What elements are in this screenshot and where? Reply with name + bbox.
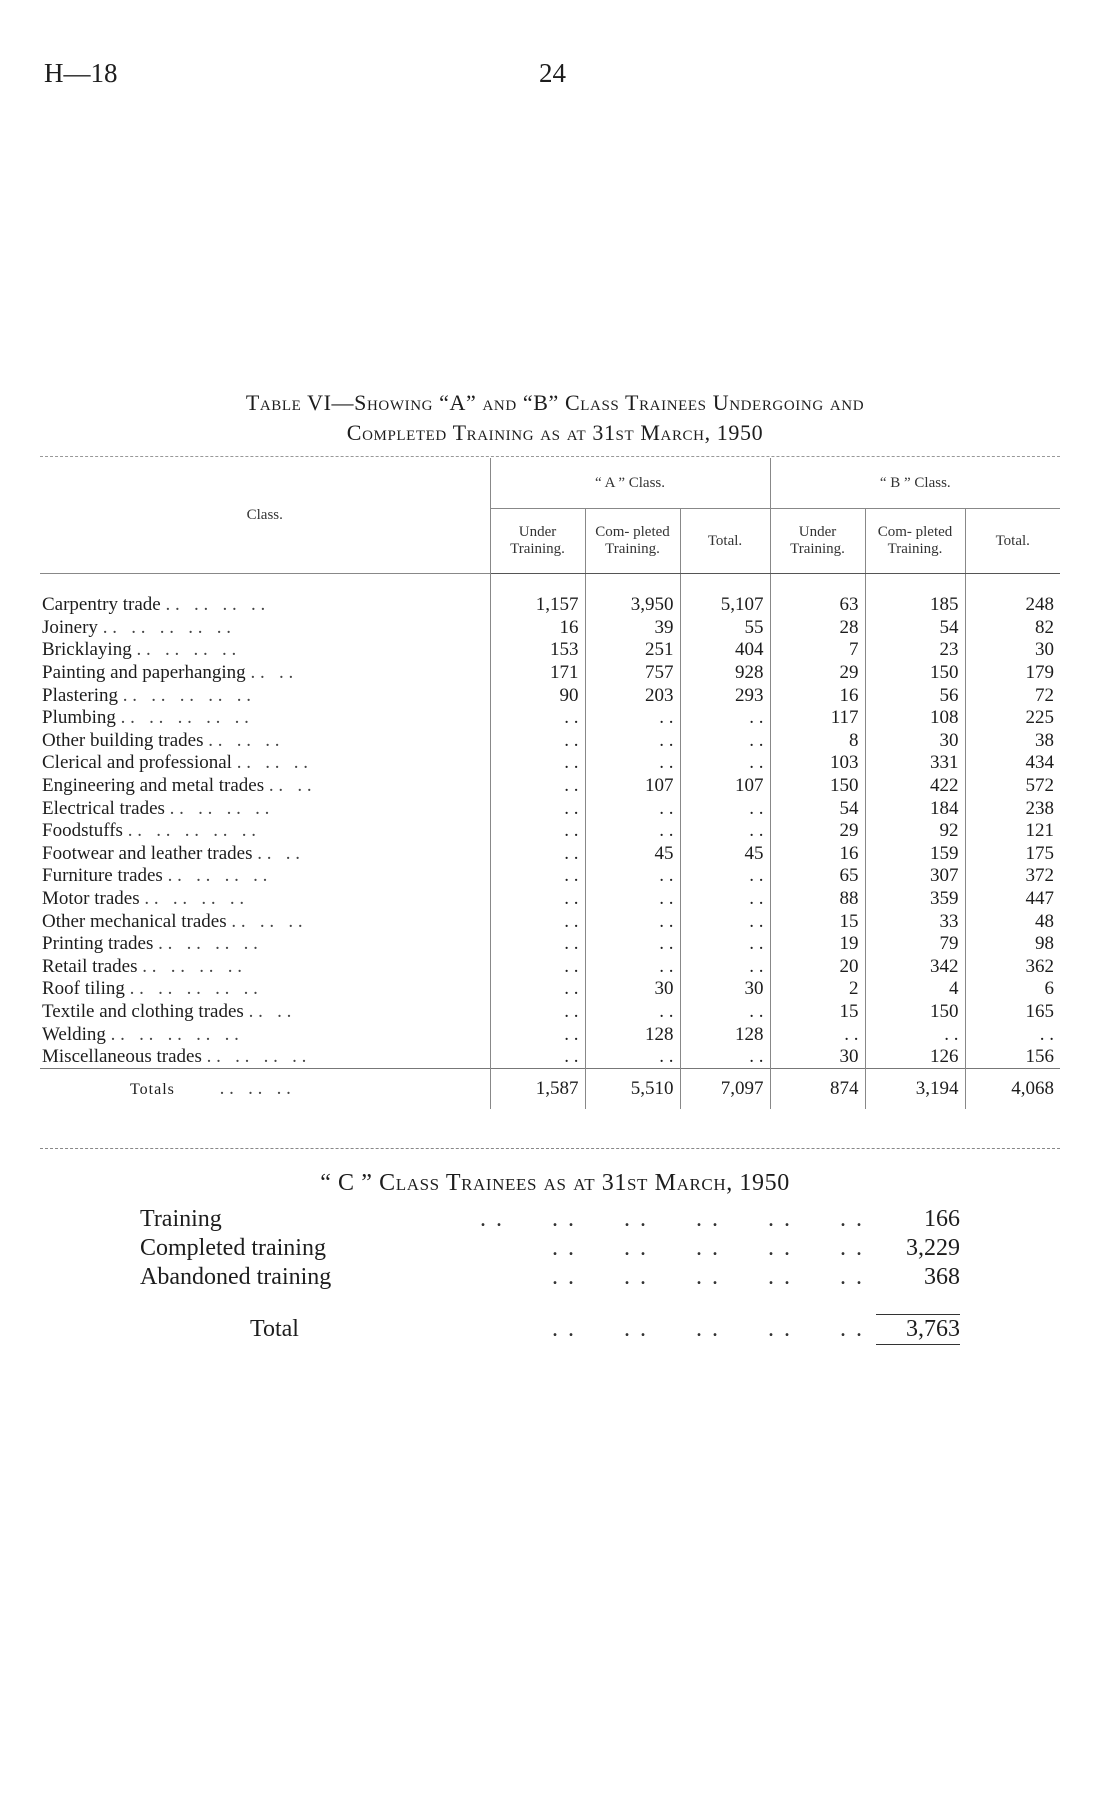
row-class-cell xyxy=(40,617,490,640)
row-class-label: Footwear and leather trades xyxy=(42,842,253,864)
cell-a-under: . . xyxy=(490,1001,585,1024)
cell-b-comp: 23 xyxy=(865,639,965,662)
row-class-cell xyxy=(40,910,490,933)
cell-a-total: . . xyxy=(680,820,770,843)
row-class-cell xyxy=(40,684,490,707)
b-completed-training-header: Com- pleted Training. xyxy=(865,509,965,574)
table-row xyxy=(40,865,1060,888)
totals-label-cell xyxy=(40,1069,490,1110)
row-class-cell xyxy=(40,662,490,685)
cell-b-total: 165 xyxy=(965,1001,1060,1024)
c-row-label: Training xyxy=(140,1206,222,1232)
c-row-value: 3,229 xyxy=(906,1235,960,1261)
cell-a-total: 128 xyxy=(680,1023,770,1046)
cell-a-total: . . xyxy=(680,888,770,911)
row-class-label: Retail trades xyxy=(42,955,138,977)
b-class-group-header: “ B ” Class. xyxy=(770,458,1060,509)
table-row xyxy=(40,797,1060,820)
c-total-value: 3,763 xyxy=(876,1315,960,1345)
row-class-label: Printing trades xyxy=(42,933,154,955)
trainees-table xyxy=(40,458,1060,1109)
row-class-cell xyxy=(40,1023,490,1046)
row-class-label: Carpentry trade xyxy=(42,594,161,616)
cell-b-under: 16 xyxy=(770,684,865,707)
cell-a-total: . . xyxy=(680,910,770,933)
cell-a-total: 107 xyxy=(680,775,770,798)
c-row xyxy=(140,1205,960,1234)
row-leader-dots: . . . . . . xyxy=(226,910,303,932)
cell-b-total: 362 xyxy=(965,956,1060,979)
cell-b-under: 88 xyxy=(770,888,865,911)
table-row xyxy=(40,1023,1060,1046)
cell-a-total: 928 xyxy=(680,662,770,685)
row-class-cell xyxy=(40,730,490,753)
cell-a-comp: . . xyxy=(585,1046,680,1069)
row-leader-dots: . . . . . . xyxy=(203,729,280,751)
row-leader-dots: . . . . xyxy=(245,662,294,684)
table-row xyxy=(40,752,1060,775)
row-class-cell xyxy=(40,594,490,617)
c-leader-dots: . . . . . . . . . . xyxy=(552,1235,865,1261)
cell-a-comp: . . xyxy=(585,1001,680,1024)
cell-b-under: . . xyxy=(770,1023,865,1046)
cell-b-under: 20 xyxy=(770,956,865,979)
cell-b-total: 6 xyxy=(965,978,1060,1001)
cell-b-comp: 359 xyxy=(865,888,965,911)
cell-b-total: 156 xyxy=(965,1046,1060,1069)
cell-a-comp: . . xyxy=(585,956,680,979)
cell-a-under: 16 xyxy=(490,617,585,640)
row-leader-dots: . . . . . . . . xyxy=(137,955,242,977)
cell-b-under: 2 xyxy=(770,978,865,1001)
document-reference: H—18 xyxy=(44,58,118,88)
cell-b-total: 82 xyxy=(965,617,1060,640)
cell-a-comp: . . xyxy=(585,707,680,730)
cell-a-comp: . . xyxy=(585,865,680,888)
cell-a-total: . . xyxy=(680,730,770,753)
cell-b-comp: 108 xyxy=(865,707,965,730)
page-number: 24 xyxy=(539,58,566,88)
cell-b-total: 48 xyxy=(965,910,1060,933)
totals-leader-dots: . . . . . . xyxy=(214,1077,291,1099)
cell-b-comp: 79 xyxy=(865,933,965,956)
row-leader-dots: . . . . . . . . xyxy=(201,1046,307,1068)
cell-b-comp: 422 xyxy=(865,775,965,798)
table-body xyxy=(40,574,1060,1110)
row-leader-dots: . . . . . . . . xyxy=(162,865,268,887)
a-total-header: Total. xyxy=(680,509,770,574)
c-row-value: 368 xyxy=(924,1264,960,1290)
cell-a-comp: 30 xyxy=(585,978,680,1001)
table-title-line-1: Table VI—Showing “A” and “B” Class Trainees Undergoing and xyxy=(245,390,865,415)
cell-b-comp: 185 xyxy=(865,594,965,617)
cell-a-under: . . xyxy=(490,933,585,956)
cell-a-under: . . xyxy=(490,865,585,888)
table-row xyxy=(40,662,1060,685)
c-row xyxy=(140,1263,960,1292)
cell-b-total: 72 xyxy=(965,684,1060,707)
cell-b-total: 98 xyxy=(965,933,1060,956)
cell-b-under: 54 xyxy=(770,797,865,820)
row-leader-dots: . . . . . . . . xyxy=(153,933,258,955)
cell-a-comp: 3,950 xyxy=(585,594,680,617)
cell-a-total: . . xyxy=(680,1001,770,1024)
cell-b-under: 19 xyxy=(770,933,865,956)
cell-b-total: 30 xyxy=(965,639,1060,662)
table-row xyxy=(40,820,1060,843)
c-row-label: Abandoned training xyxy=(140,1264,332,1290)
cell-a-total: 30 xyxy=(680,978,770,1001)
cell-b-total: . . xyxy=(965,1023,1060,1046)
row-leader-dots: . . . . . . . . xyxy=(164,797,270,819)
cell-a-total: 404 xyxy=(680,639,770,662)
row-leader-dots: . . . . . . . . . . xyxy=(118,684,251,706)
cell-a-under: 1,157 xyxy=(490,594,585,617)
cell-a-under: . . xyxy=(490,978,585,1001)
cell-a-comp: 45 xyxy=(585,843,680,866)
page-header xyxy=(44,58,564,98)
cell-a-under: 171 xyxy=(490,662,585,685)
row-class-cell xyxy=(40,865,490,888)
cell-a-under: . . xyxy=(490,775,585,798)
row-class-cell xyxy=(40,820,490,843)
row-class-cell xyxy=(40,843,490,866)
bottom-divider xyxy=(40,1148,1060,1149)
table-row xyxy=(40,843,1060,866)
table-title xyxy=(40,388,1070,448)
table-row xyxy=(40,707,1060,730)
row-leader-dots: . . . . xyxy=(243,1000,292,1022)
c-total-row xyxy=(140,1315,960,1345)
cell-b-total: 248 xyxy=(965,594,1060,617)
cell-b-under: 29 xyxy=(770,662,865,685)
cell-b-comp: 4 xyxy=(865,978,965,1001)
c-class-title: “ C ” Class Trainees as at 31st March, 1950 xyxy=(320,1170,790,1196)
row-class-label: Clerical and professional xyxy=(42,752,232,774)
c-row-label: Completed training xyxy=(140,1235,326,1261)
top-divider xyxy=(40,456,1060,457)
cell-b-under: 16 xyxy=(770,843,865,866)
cell-a-total: . . xyxy=(680,865,770,888)
cell-a-comp: 128 xyxy=(585,1023,680,1046)
row-class-cell xyxy=(40,639,490,662)
cell-a-under: . . xyxy=(490,843,585,866)
table-row xyxy=(40,730,1060,753)
row-class-label: Plumbing xyxy=(42,707,116,729)
c-leader-dots: . . . . . . . . . . xyxy=(552,1264,865,1290)
b-under-training-header: Under Training. xyxy=(770,509,865,574)
row-leader-dots: . . . . . . . . . . xyxy=(124,978,258,1000)
cell-b-under: 7 xyxy=(770,639,865,662)
table-row xyxy=(40,617,1060,640)
row-class-cell xyxy=(40,752,490,775)
row-class-label: Welding xyxy=(42,1023,106,1045)
cell-b-total: 372 xyxy=(965,865,1060,888)
c-leader-dots: . . . . . . . . . . xyxy=(552,1316,865,1342)
row-leader-dots: . . . . . . . . xyxy=(160,594,266,616)
row-class-cell xyxy=(40,956,490,979)
cell-b-under: 15 xyxy=(770,1001,865,1024)
table-row xyxy=(40,594,1060,617)
a-completed-training-header: Com- pleted Training. xyxy=(585,509,680,574)
cell-b-comp: 92 xyxy=(865,820,965,843)
cell-a-total: . . xyxy=(680,797,770,820)
cell-a-under: . . xyxy=(490,888,585,911)
cell-b-total: 121 xyxy=(965,820,1060,843)
cell-a-under: . . xyxy=(490,1023,585,1046)
c-row-value: 166 xyxy=(924,1206,960,1232)
cell-a-comp: 39 xyxy=(585,617,680,640)
cell-b-comp: 56 xyxy=(865,684,965,707)
row-class-label: Roof tiling xyxy=(42,978,125,1000)
cell-a-comp: . . xyxy=(585,797,680,820)
cell-a-comp: 203 xyxy=(585,684,680,707)
cell-b-comp: 150 xyxy=(865,662,965,685)
row-class-cell xyxy=(40,707,490,730)
cell-a-under: . . xyxy=(490,910,585,933)
cell-b-total: 225 xyxy=(965,707,1060,730)
row-leader-dots: . . . . . . . . . . xyxy=(97,616,231,638)
table-row xyxy=(40,1046,1060,1069)
cell-a-under: . . xyxy=(490,752,585,775)
row-class-label: Furniture trades xyxy=(42,865,163,887)
row-leader-dots: . . . . . . . . xyxy=(139,888,245,910)
row-class-cell xyxy=(40,978,490,1001)
cell-b-comp: 331 xyxy=(865,752,965,775)
cell-b-total: 38 xyxy=(965,730,1060,753)
row-class-label: Engineering and metal trades xyxy=(42,775,265,797)
row-class-label: Painting and paperhanging xyxy=(42,662,246,684)
b-total-header: Total. xyxy=(965,509,1060,574)
cell-b-comp: 184 xyxy=(865,797,965,820)
row-class-cell xyxy=(40,1046,490,1069)
cell-a-comp: . . xyxy=(585,933,680,956)
c-row xyxy=(140,1234,960,1263)
cell-b-comp: 54 xyxy=(865,617,965,640)
cell-a-total: 5,107 xyxy=(680,594,770,617)
total-a-total: 7,097 xyxy=(680,1069,770,1110)
row-class-label: Joinery xyxy=(42,616,98,638)
cell-b-under: 30 xyxy=(770,1046,865,1069)
row-class-label: Electrical trades xyxy=(42,797,165,819)
row-class-label: Textile and clothing trades xyxy=(42,1000,244,1022)
table-row xyxy=(40,888,1060,911)
cell-a-under: . . xyxy=(490,730,585,753)
class-column-header: Class. xyxy=(40,458,490,574)
row-leader-dots: . . . . . . xyxy=(231,752,308,774)
table-row xyxy=(40,775,1060,798)
cell-a-total: . . xyxy=(680,707,770,730)
cell-a-comp: . . xyxy=(585,752,680,775)
cell-b-total: 447 xyxy=(965,888,1060,911)
cell-a-comp: 107 xyxy=(585,775,680,798)
row-leader-dots: . . . . . . . . . . xyxy=(115,707,249,729)
c-leader-dots: . . . . . . . . . . . . xyxy=(480,1206,865,1232)
row-class-cell xyxy=(40,1001,490,1024)
a-class-group-header: “ A ” Class. xyxy=(490,458,770,509)
cell-b-comp: 150 xyxy=(865,1001,965,1024)
row-leader-dots: . . . . . . . . . . xyxy=(122,820,256,842)
cell-b-total: 179 xyxy=(965,662,1060,685)
total-b-under: 874 xyxy=(770,1069,865,1110)
c-class-summary xyxy=(140,1205,960,1374)
cell-a-comp: . . xyxy=(585,888,680,911)
cell-a-total: 293 xyxy=(680,684,770,707)
row-class-cell xyxy=(40,933,490,956)
totals-row xyxy=(40,1069,1060,1110)
cell-b-under: 117 xyxy=(770,707,865,730)
cell-a-under: 153 xyxy=(490,639,585,662)
cell-a-under: . . xyxy=(490,1046,585,1069)
table-row xyxy=(40,639,1060,662)
cell-b-comp: . . xyxy=(865,1023,965,1046)
cell-a-total: . . xyxy=(680,752,770,775)
table-row xyxy=(40,933,1060,956)
table-row xyxy=(40,956,1060,979)
row-class-label: Other building trades xyxy=(42,729,204,751)
cell-a-comp: . . xyxy=(585,820,680,843)
row-class-label: Motor trades xyxy=(42,888,140,910)
cell-a-total: 45 xyxy=(680,843,770,866)
row-leader-dots: . . . . . . . . . . xyxy=(105,1023,239,1045)
cell-a-under: . . xyxy=(490,820,585,843)
row-class-label: Miscellaneous trades xyxy=(42,1046,202,1068)
c-total-label: Total xyxy=(250,1316,299,1342)
cell-b-total: 238 xyxy=(965,797,1060,820)
cell-b-under: 150 xyxy=(770,775,865,798)
cell-b-under: 103 xyxy=(770,752,865,775)
cell-b-comp: 33 xyxy=(865,910,965,933)
cell-b-total: 572 xyxy=(965,775,1060,798)
cell-a-total: . . xyxy=(680,956,770,979)
cell-a-total: 55 xyxy=(680,617,770,640)
cell-b-total: 434 xyxy=(965,752,1060,775)
cell-a-comp: 251 xyxy=(585,639,680,662)
row-leader-dots: . . . . . . . . xyxy=(131,639,237,661)
total-b-total: 4,068 xyxy=(965,1069,1060,1110)
cell-a-under: . . xyxy=(490,707,585,730)
cell-a-under: . . xyxy=(490,797,585,820)
total-b-comp: 3,194 xyxy=(865,1069,965,1110)
table-row xyxy=(40,910,1060,933)
cell-a-under: . . xyxy=(490,956,585,979)
cell-b-comp: 30 xyxy=(865,730,965,753)
cell-b-comp: 126 xyxy=(865,1046,965,1069)
a-under-training-header: Under Training. xyxy=(490,509,585,574)
cell-a-under: 90 xyxy=(490,684,585,707)
cell-a-comp: . . xyxy=(585,730,680,753)
row-class-cell xyxy=(40,775,490,798)
table-row xyxy=(40,1001,1060,1024)
row-class-cell xyxy=(40,888,490,911)
row-class-label: Bricklaying xyxy=(42,639,132,661)
row-class-cell xyxy=(40,797,490,820)
cell-b-under: 29 xyxy=(770,820,865,843)
table-title-line-2: Completed Training as at 31st March, 1950 xyxy=(346,420,764,445)
row-class-label: Plastering xyxy=(42,684,118,706)
cell-b-total: 175 xyxy=(965,843,1060,866)
row-leader-dots: . . . . xyxy=(264,775,312,797)
row-class-label: Foodstuffs xyxy=(42,820,123,842)
total-a-under: 1,587 xyxy=(490,1069,585,1110)
cell-a-comp: . . xyxy=(585,910,680,933)
cell-b-under: 15 xyxy=(770,910,865,933)
cell-b-under: 28 xyxy=(770,617,865,640)
table-row xyxy=(40,684,1060,707)
c-total-underline xyxy=(876,1345,960,1374)
cell-b-comp: 342 xyxy=(865,956,965,979)
cell-a-total: . . xyxy=(680,933,770,956)
cell-b-comp: 307 xyxy=(865,865,965,888)
cell-a-comp: 757 xyxy=(585,662,680,685)
cell-b-under: 63 xyxy=(770,594,865,617)
totals-label: Totals xyxy=(130,1080,175,1098)
cell-b-comp: 159 xyxy=(865,843,965,866)
row-leader-dots: . . . . xyxy=(252,842,300,864)
row-class-label: Other mechanical trades xyxy=(42,910,227,932)
total-a-comp: 5,510 xyxy=(585,1069,680,1110)
cell-b-under: 8 xyxy=(770,730,865,753)
cell-a-total: . . xyxy=(680,1046,770,1069)
cell-b-under: 65 xyxy=(770,865,865,888)
table-row xyxy=(40,978,1060,1001)
